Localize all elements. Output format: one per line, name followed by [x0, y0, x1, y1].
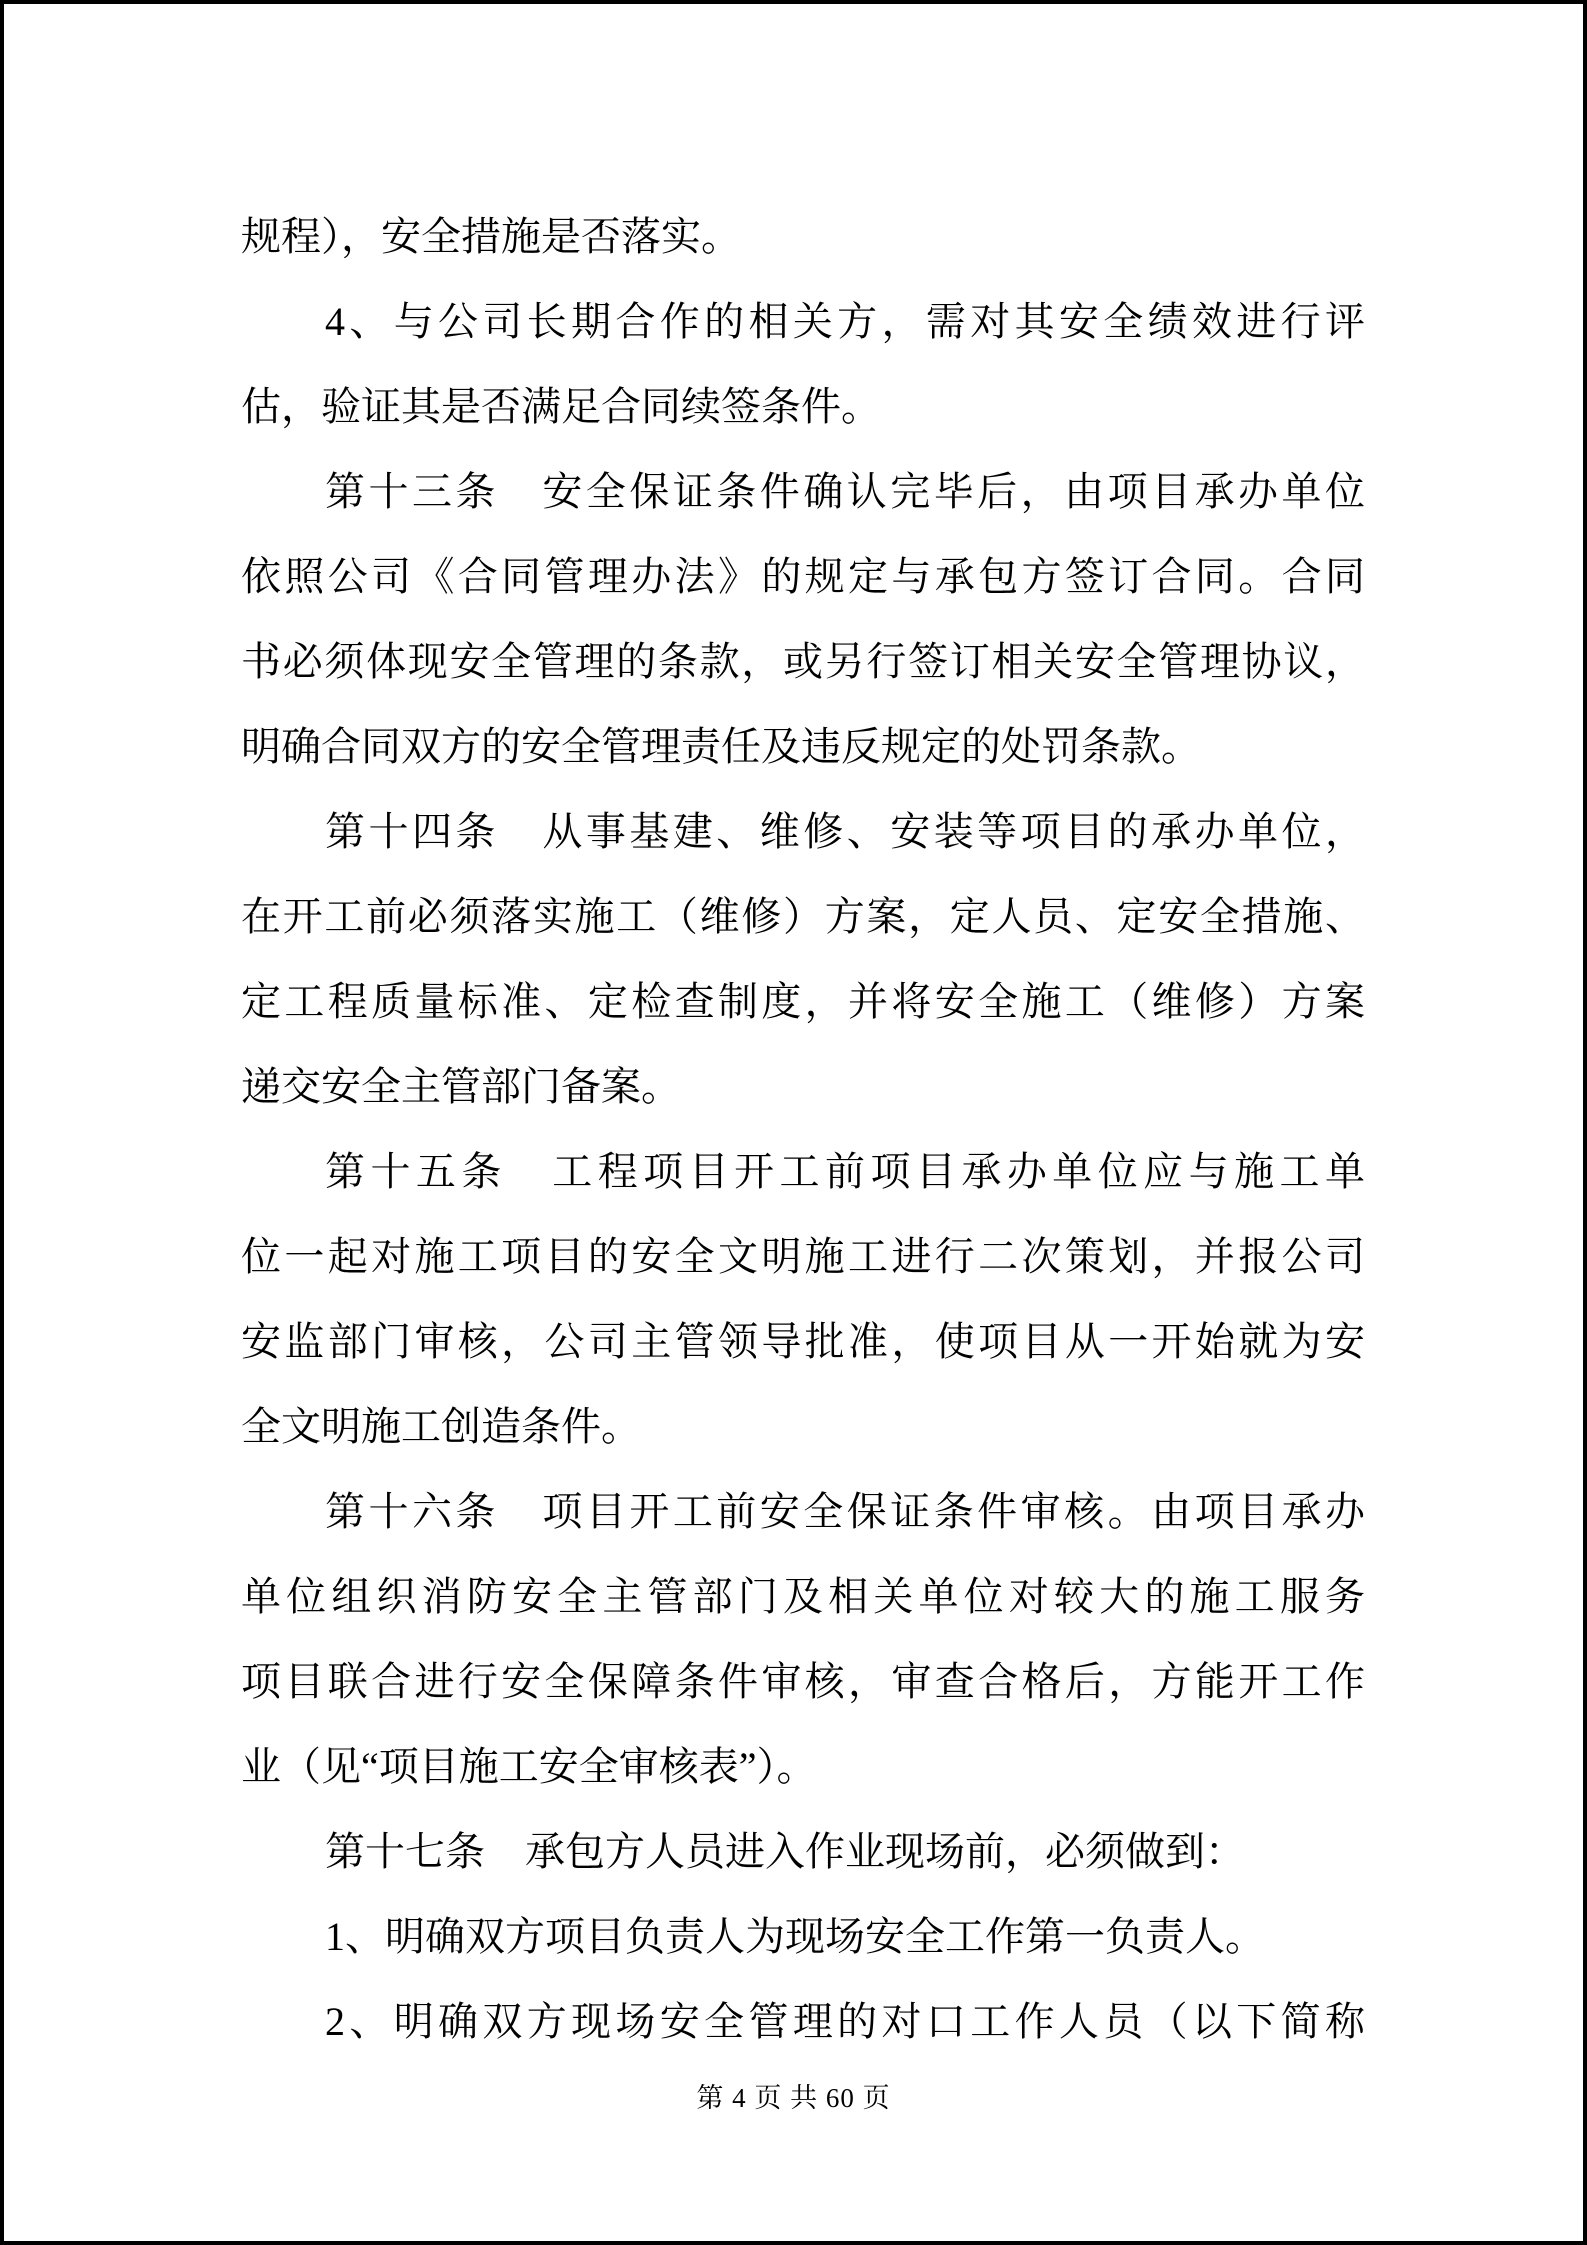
text-line: 递交安全主管部门备案。: [241, 1064, 681, 1109]
text-line: 4、与公司长期合作的相关方，需对其安全绩效进行评: [325, 299, 1365, 344]
text-line: 2、明确双方现场安全管理的对口工作人员（以下简称: [325, 1999, 1365, 2044]
text-line: 第十七条 承包方人员进入作业现场前，必须做到：: [325, 1829, 1245, 1874]
text-line: 估，验证其是否满足合同续签条件。: [241, 384, 881, 429]
text-line: 业（见“项目施工安全审核表”）。: [241, 1744, 817, 1789]
text-line: 定工程质量标准、定检查制度，并将安全施工（维修）方案: [241, 979, 1365, 1024]
text-line: 位一起对施工项目的安全文明施工进行二次策划，并报公司: [241, 1234, 1365, 1279]
text-line: 全文明施工创造条件。: [241, 1404, 641, 1449]
text-line: 规程），安全措施是否落实。: [241, 214, 741, 259]
text-line: 依照公司《合同管理办法》的规定与承包方签订合同。合同: [241, 554, 1365, 599]
page-footer: 第 4 页 共 60 页: [696, 2083, 891, 2113]
text-line: 第十四条 从事基建、维修、安装等项目的承办单位，: [325, 809, 1365, 854]
document-body: [241, 194, 1365, 2064]
text-line: 安监部门审核，公司主管领导批准，使项目从一开始就为安: [241, 1319, 1365, 1364]
text-line: 单位组织消防安全主管部门及相关单位对较大的施工服务: [241, 1574, 1365, 1619]
text-line: 在开工前必须落实施工（维修）方案，定人员、定安全措施、: [241, 894, 1365, 939]
text-line: 1、明确双方项目负责人为现场安全工作第一负责人。: [325, 1914, 1265, 1959]
text-line: 明确合同双方的安全管理责任及违反规定的处罚条款。: [241, 724, 1201, 769]
text-line: 第十五条 工程项目开工前项目承办单位应与施工单: [325, 1149, 1365, 1194]
text-line: 第十三条 安全保证条件确认完毕后，由项目承办单位: [325, 469, 1365, 514]
text-line: 书必须体现安全管理的条款，或另行签订相关安全管理协议，: [241, 639, 1365, 684]
text-line: 项目联合进行安全保障条件审核，审查合格后，方能开工作: [241, 1659, 1365, 1704]
text-line: 第十六条 项目开工前安全保证条件审核。由项目承办: [325, 1489, 1365, 1534]
